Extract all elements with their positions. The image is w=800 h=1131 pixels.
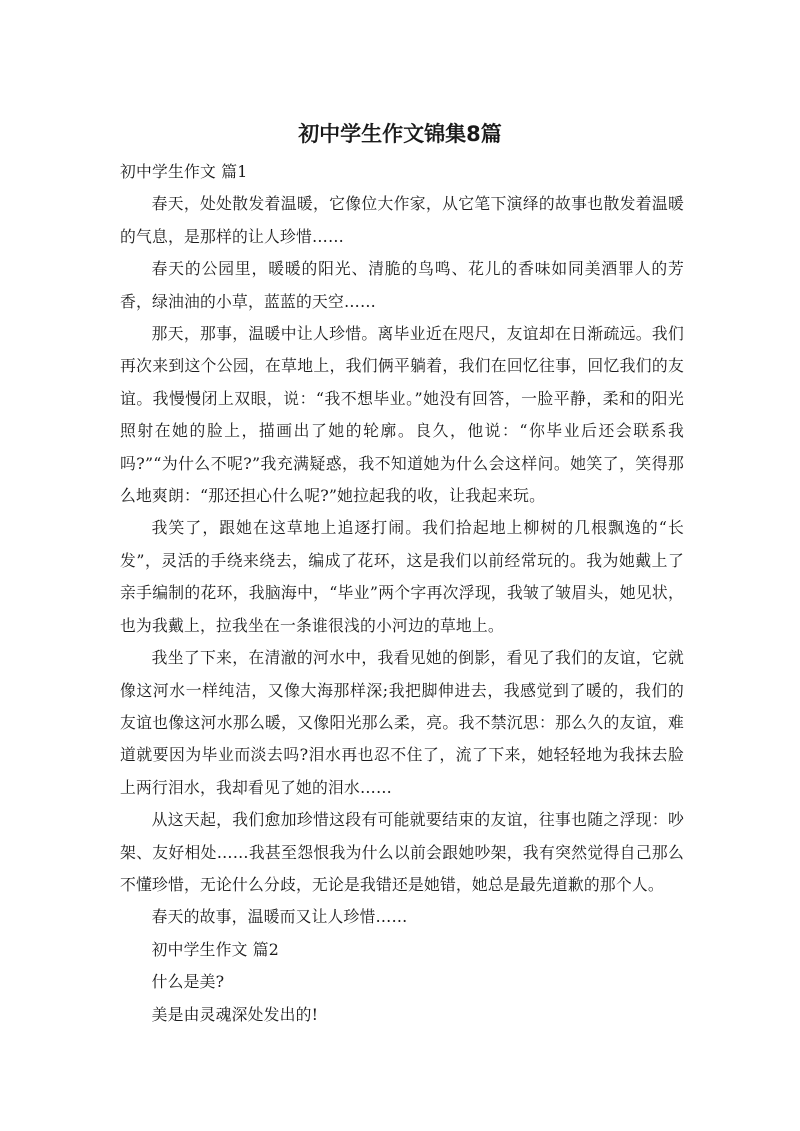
paragraph: 我坐了下来，在清澈的河水中，我看见她的倒影，看见了我们的友谊，它就像这河水一样纯洁，又像大海那样深;我把脚伸进去，我感觉到了暖的，我们的友谊也像这河水那么暖，又像阳光那么柔，亮。我不禁沉思：那么久的友谊，难道就要因为毕业而淡去吗?泪水再也忍不住了，流了下来，她轻轻地为我抹去脸上两行泪水，我却看见了她的泪水…… (120, 648, 684, 797)
paragraph: 我笑了，跟她在这草地上追逐打闹。我们拾起地上柳树的几根飘逸的“长发”，灵活的手绕来绕去，编成了花环，这是我们以前经常玩的。我为她戴上了亲手编制的花环，我脑海中，“毕业”两个字再次浮现，我皱了皱眉头，她见状，也为我戴上，拉我坐在一条谁很浅的小河边的草地上。 (120, 518, 684, 635)
document-title: 初中学生作文锦集8篇 (298, 122, 502, 146)
paragraph: 什么是美? (151, 972, 225, 992)
paragraph: 春天的公园里，暖暖的阳光、清脆的鸟鸣、花儿的香味如同美酒罪人的芳香，绿油油的小草，蓝蓝的天空…… (120, 259, 684, 311)
section-heading: 初中学生作文 篇2 (151, 939, 280, 959)
paragraph: 春天的故事，温暖而又让人珍惜…… (151, 907, 408, 927)
document-body (120, 156, 684, 1031)
paragraph: 那天，那事，温暖中让人珍惜。离毕业近在咫尺，友谊却在日渐疏远。我们再次来到这个公园，在草地上，我们俩平躺着，我们在回忆往事，回忆我们的友谊。我慢慢闭上双眼，说：“我不想毕业。”她没有回答，一脸平静，柔和的阳光照射在她的脸上，描画出了她的轮廓。良久，他说：“你毕业后还会联系我吗?”“为什么不呢?”我充满疑惑，我不知道她为什么会这样问。她笑了，笑得那么地爽朗：“那还担心什么呢?”她拉起我的收，让我起来玩。 (120, 324, 684, 506)
paragraph: 美是由灵魂深处发出的! (151, 1004, 319, 1024)
section-heading: 初中学生作文 篇1 (120, 162, 248, 181)
paragraph: 春天，处处散发着温暖，它像位大作家，从它笔下演绎的故事也散发着温暖的气息，是那样的让人珍惜…… (120, 194, 684, 246)
paragraph: 从这天起，我们愈加珍惜这段有可能就要结束的友谊，往事也随之浮现：吵架、友好相处……我甚至怨恨我为什么以前会跟她吵架，我有突然觉得自己那么不懂珍惜，无论什么分歧，无论是我错还是她错，她总是最先道歉的那个人。 (120, 810, 684, 894)
